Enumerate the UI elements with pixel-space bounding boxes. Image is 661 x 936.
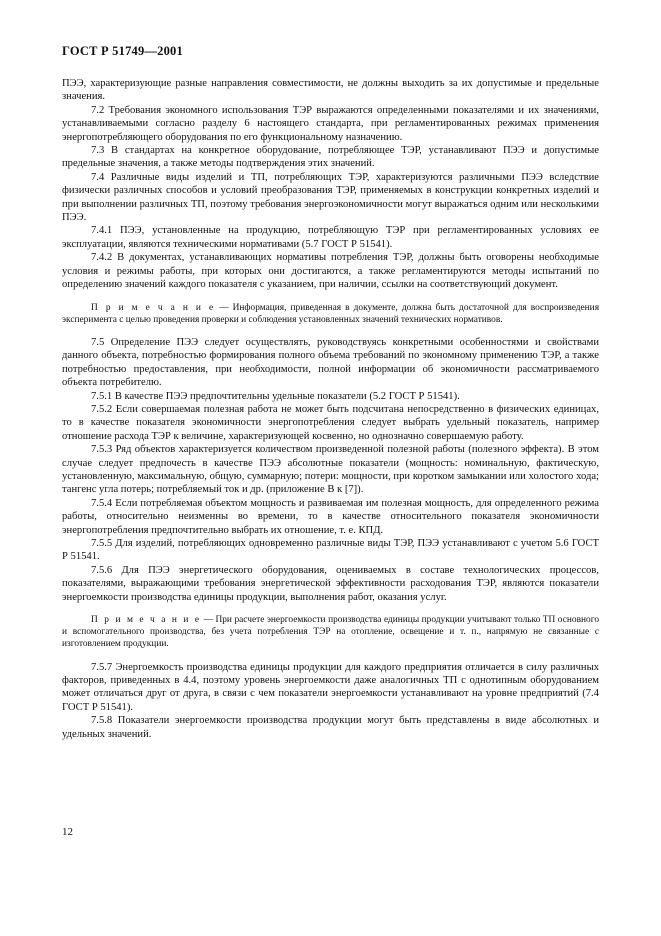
paragraph-7-5-6: 7.5.6 Для ПЭЭ энергетического оборудования, оцениваемых в составе технологических процессов, показателями, выражающими требования энергетической эффективности расходования ТЭР, являются показатели энергоемкости производства единицы продукции, выполнения работ, оказания услуг. (62, 564, 599, 603)
paragraph-7-3: 7.3 В стандартах на конкретное оборудование, потребляющее ТЭР, устанавливают ПЭЭ и допустимые предельные значения, а также методы подтверждения этих значений. (62, 145, 599, 170)
paragraph-7-5: 7.5 Определение ПЭЭ следует осуществлять, руководствуясь конкретными особенностями и свойствами данного объекта, потребностью формирования полного объема требований по экономному применению ТЭР, а также потребностью предоставления, при необходимости, полной информации об экономичности рассматриваемого объекта потребителю. (62, 336, 599, 389)
page-number: 12 (62, 826, 73, 838)
note-label: П р и м е ч а н и е (91, 302, 216, 313)
paragraph-7-5-2: 7.5.2 Если совершаемая полезная работа не может быть подсчитана непосредственно в физических единицах, то в качестве показателя экономичности энергопотребления следует выбрать удельный показатель, например отношение расхода ТЭР к величине, характеризующей косвенно, но однозначно совершаемую работу. (62, 403, 599, 442)
document-header: ГОСТ Р 51749—2001 (62, 44, 183, 58)
paragraph-7-2: 7.2 Требования экономного использования ТЭР выражаются определенными показателями и их значениями, устанавливаемыми согласно разделу 6 настоящего стандарта, при регламентированных режимах применения энергопотребляющего оборудования по его функциональному назначению. (62, 104, 599, 143)
paragraph-7-5-8: 7.5.8 Показатели энергоемкости производства продукции могут быть представлены в виде абсолютных и удельных значений. (62, 715, 599, 740)
document-page (62, 44, 599, 741)
note-text: — Информация, приведенная в документе, должна быть достаточной для воспроизведения эксперимента с целью проведения проверки и соблюдения установленных значений технических нормативов. (62, 302, 600, 325)
paragraph-7-4-2: 7.4.2 В документах, устанавливающих нормативы потребления ТЭР, должны быть оговорены необходимые условия и режимы работы, при которых они достигаются, а также регламентируются методы испытаний по определению значений каждого показателя с указанием, при наличии, ссылки на соответствующий документ. (62, 252, 599, 291)
note-1 (62, 302, 599, 326)
note-2 (62, 614, 599, 651)
note-label: П р и м е ч а н и е (91, 615, 202, 626)
paragraph-7-5-7: 7.5.7 Энергоемкость производства единицы продукции для каждого предприятия отличается в силу различных факторов, приведенных в 4.4, поэтому уровень энергоемкости даже аналогичных ТП с однотипным оборудованием может отличаться друг от друга, в связи с чем показатели энергоемкости устанавливают на уровне предприятий (7.4 ГОСТ Р 51541). (62, 661, 599, 713)
paragraph-7-5-5: 7.5.5 Для изделий, потребляющих одновременно различные виды ТЭР, ПЭЭ устанавливают с учетом 5.6 ГОСТ Р 51541. (62, 538, 599, 563)
paragraph-7-5-3: 7.5.3 Ряд объектов характеризуется количеством произведенной полезной работы (полезного эффекта). В этом случае следует предпочесть в качестве ПЭЭ абсолютные показатели (мощность: номинальную, фактическую, установленную, максимальную, общую, суммарную; потери: мощности, при коротком замыкании или холостого хода; тангенс угла потерь; потребляемый ток и др. (приложение В к [7]). (62, 444, 599, 496)
paragraph-7-4: 7.4 Различные виды изделий и ТП, потребляющих ТЭР, характеризуются различными ПЭЭ вследствие физически различных способов и условий преобразования ТЭР, применяемых в конструкции конкретных изделий и при выполнении различных ТП, поэтому требования энергоэкономичности могут выражаться одним или несколькими ПЭЭ. (62, 171, 599, 224)
note-text: — При расчете энергоемкости производства единицы продукции учитывают только ТП основного и вспомогательного производства, без учета потребления ТЭР на отопление, освещение и т. п., напрямую не связанные с изготовлением продукции. (62, 615, 600, 650)
paragraph-7-4-1: 7.4.1 ПЭЭ, установленные на продукцию, потребляющую ТЭР при регламентированных условиях ее эксплуатации, являются техническими нормативами (5.7 ГОСТ Р 51541). (62, 225, 599, 250)
paragraph-7-5-1: 7.5.1 В качестве ПЭЭ предпочтительны удельные показатели (5.2 ГОСТ Р 51541). (91, 390, 460, 402)
paragraph-7-5-4: 7.5.4 Если потребляемая объектом мощность и развиваемая им полезная мощность, для определенного режима работы, относительно неизменны во времени, то в качестве относительного показателя экономичности энергопотребления предпочтительно выбрать их отношение, т. е. КПД. (62, 497, 599, 536)
paragraph-continuation: ПЭЭ, характеризующие разные направления совместимости, не должны выходить за их допустимые и предельные значения. (62, 78, 599, 103)
